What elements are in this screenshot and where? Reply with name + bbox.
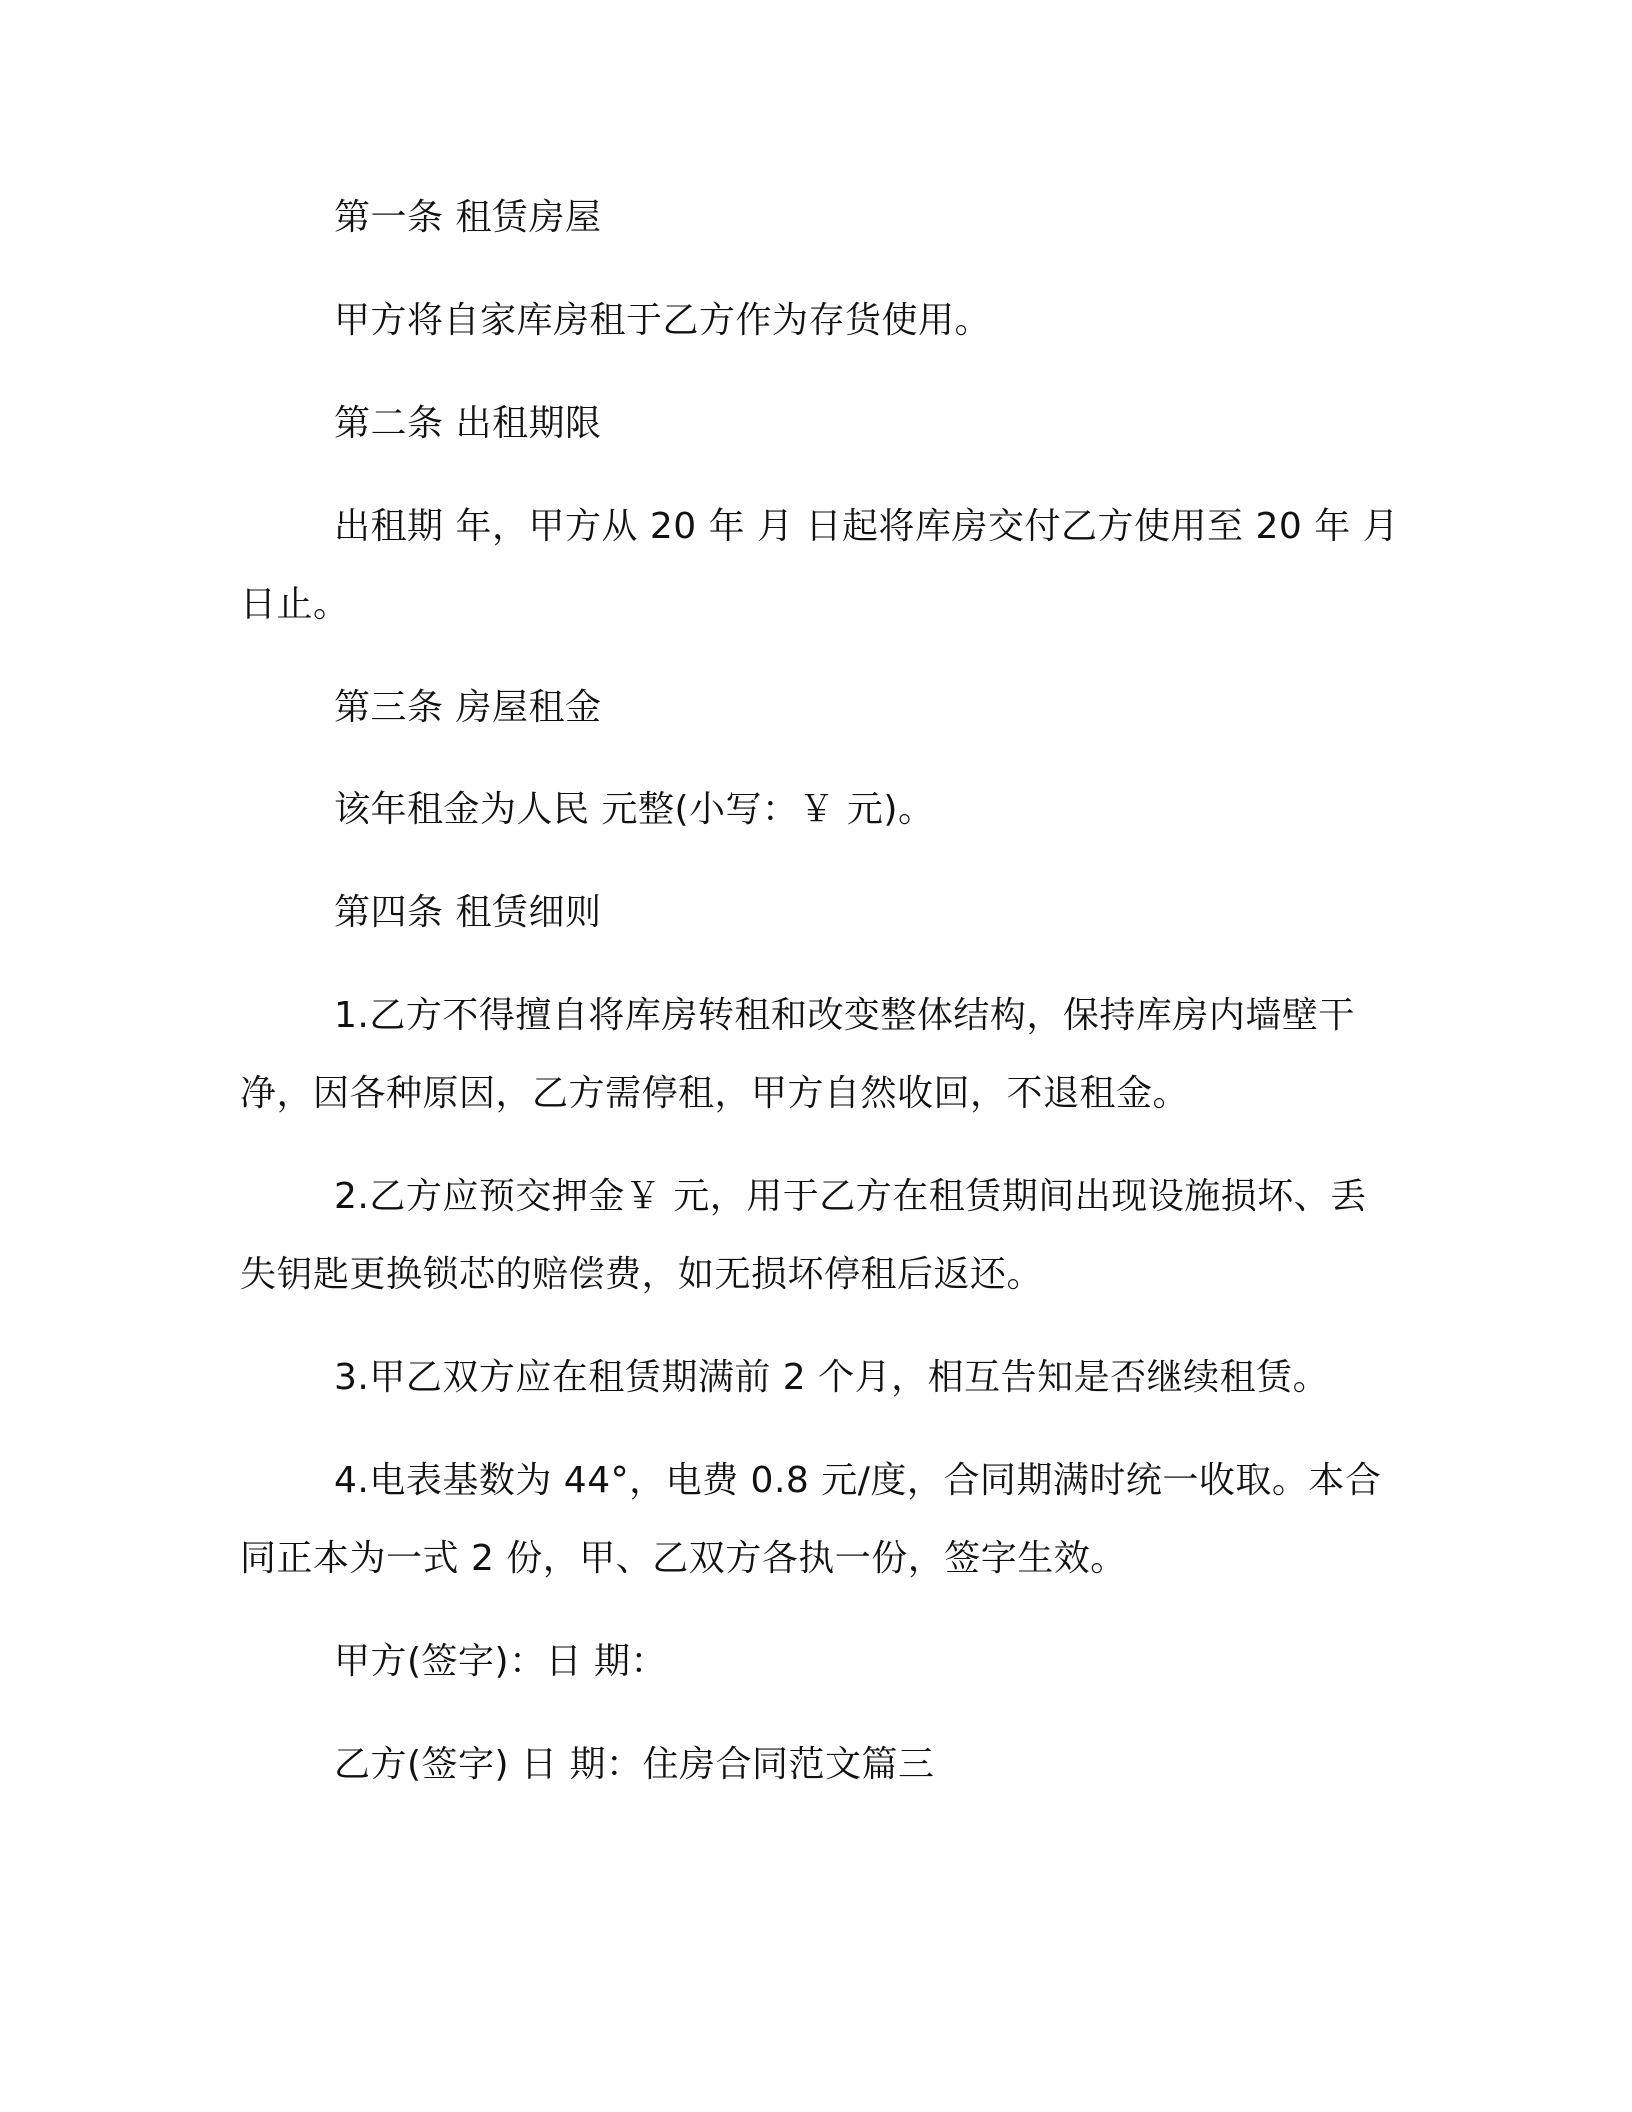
- article4-item2-line1: 2.乙方应预交押金￥ 元，用于乙方在租赁期间出现设施损坏、丢: [334, 1176, 1367, 1217]
- article4-item4-line2: 同正本为一式 2 份，甲、乙双方各执一份，签字生效。: [240, 1538, 1127, 1579]
- article3-body: 该年租金为人民 元整(小写：￥ 元)。: [334, 789, 935, 830]
- article4-item2-line2: 失钥匙更换锁芯的赔偿费，如无损坏停租后返还。: [240, 1254, 1044, 1295]
- article4-item3: 3.甲乙双方应在租赁期满前 2 个月，相互告知是否继续租赁。: [334, 1357, 1330, 1398]
- article2-heading: 第二条 出租期限: [334, 403, 602, 444]
- party-b-signature: 乙方(签字) 日 期：住房合同范文篇三: [334, 1744, 935, 1785]
- article4-item1-line1: 1.乙方不得擅自将库房转租和改变整体结构，保持库房内墙壁干: [334, 995, 1355, 1036]
- party-a-signature: 甲方(签字)：日 期：: [334, 1641, 668, 1682]
- article4-heading: 第四条 租赁细则: [334, 892, 602, 933]
- article1-heading: 第一条 租赁房屋: [334, 197, 602, 238]
- article2-body-line1: 出租期 年，甲方从 20 年 月 日起将库房交付乙方使用至 20 年 月: [334, 506, 1400, 547]
- article3-heading: 第三条 房屋租金: [334, 687, 602, 728]
- article1-body: 甲方将自家库房租于乙方作为存货使用。: [334, 300, 992, 341]
- article2-body-line2: 日止。: [240, 584, 350, 625]
- article4-item1-line2: 净，因各种原因，乙方需停租，甲方自然收回，不退租金。: [240, 1073, 1190, 1114]
- article4-item4-line1: 4.电表基数为 44°，电费 0.8 元/度，合同期满时统一收取。本合: [334, 1460, 1382, 1501]
